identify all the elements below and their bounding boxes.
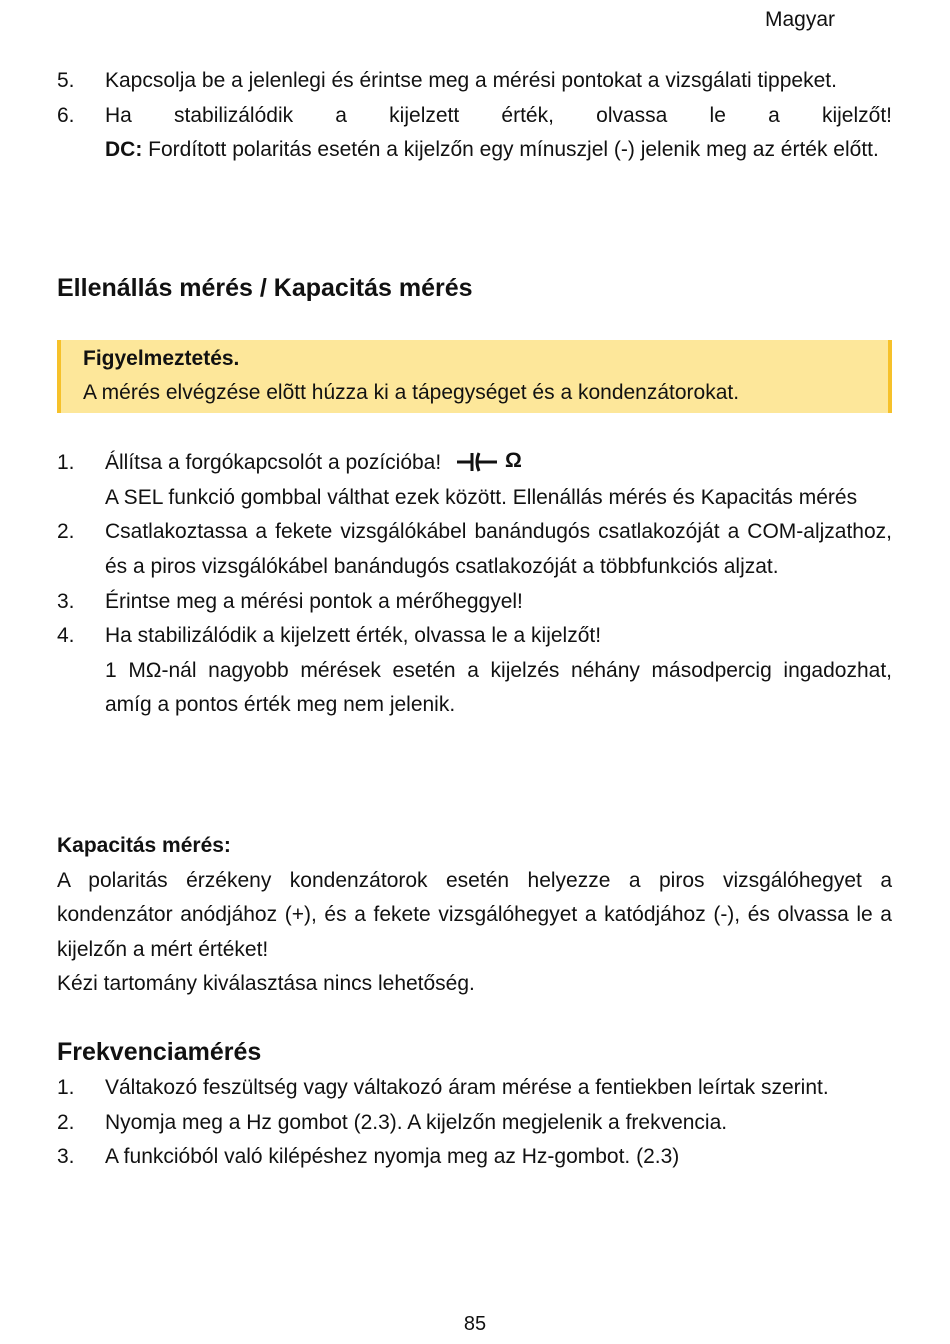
list-number: 5. bbox=[57, 69, 75, 92]
capacitance-title: Kapacitás mérés: bbox=[57, 834, 231, 857]
list-number: 1. bbox=[57, 1076, 75, 1099]
list-text: Érintse meg a mérési pontok a mérőheggyel! bbox=[105, 589, 523, 613]
list-number: 3. bbox=[57, 589, 75, 613]
warning-text: A mérés elvégzése elõtt húzza ki a tápegységet és a kondenzátorokat. bbox=[83, 381, 740, 404]
list-number: 6. bbox=[57, 103, 75, 127]
capacitor-ohm-symbol bbox=[457, 444, 522, 479]
list-text: Nyomja meg a Hz gombot (2.3). A kijelzőn megjelenik a frekvencia. bbox=[105, 1110, 728, 1134]
warning-title: Figyelmeztetés. bbox=[83, 347, 240, 370]
list-text: Ha stabilizálódik a kijelzett érték, olvassa le a kijelzőt! bbox=[105, 624, 602, 648]
warning-box bbox=[57, 340, 892, 413]
capacitor-icon bbox=[457, 451, 505, 473]
list-text: Váltakozó feszültség vagy váltakozó áram mérése a fentiekben leírtak szerint. bbox=[105, 1076, 829, 1099]
list-item bbox=[57, 1106, 892, 1141]
list-text: Csatlakoztassa a fekete vizsgálókábel banándugós csatlakozóját a COM-aljzathoz, és a piros vizsgálókábel banándugós csatlakozóját a többfunkciós aljzat. bbox=[105, 520, 892, 578]
list-item bbox=[57, 99, 892, 168]
list-text-block bbox=[105, 99, 892, 168]
list-number: 1. bbox=[57, 451, 75, 474]
list-number: 3. bbox=[57, 1145, 75, 1169]
list-item bbox=[57, 64, 892, 99]
list-text-extra: A SEL funkció gombbal válthat ezek között. Ellenállás mérés és Kapacitás mérés bbox=[105, 485, 858, 509]
list-text: Ha stabilizálódik a kijelzett érték, olvassa le a kijelzőt! bbox=[105, 103, 892, 127]
list-item bbox=[57, 585, 892, 620]
list-item bbox=[57, 1140, 892, 1175]
list-text-extra: 1 MΩ-nál nagyobb mérések esetén a kijelzés néhány másodpercig ingadozhat, amíg a pontos érték meg nem jelenik. bbox=[105, 658, 892, 717]
list-item bbox=[57, 1071, 892, 1106]
list-text: A funkcióból való kilépéshez nyomja meg az Hz-gombot. (2.3) bbox=[105, 1145, 680, 1169]
list-text-block bbox=[105, 619, 892, 723]
page-number: 85 bbox=[463, 1313, 487, 1335]
list-number: 2. bbox=[57, 520, 75, 544]
page-header-language: Magyar bbox=[764, 8, 835, 31]
list-text: Állítsa a forgókapcsolót a pozícióba! bbox=[105, 451, 442, 474]
section-title-frequency: Frekvenciamérés bbox=[57, 1038, 262, 1066]
list-text-block bbox=[105, 446, 892, 515]
dc-text: Fordított polaritás esetén a kijelzőn egy mínuszjel (-) jelenik meg az érték előtt. bbox=[142, 138, 879, 162]
list-item bbox=[57, 515, 892, 584]
capacitance-note: Kézi tartomány kiválasztása nincs lehetőség. bbox=[57, 972, 475, 996]
dc-label: DC: bbox=[105, 138, 143, 162]
ohm-symbol: Ω bbox=[505, 449, 522, 473]
list-item bbox=[57, 619, 892, 723]
list-number: 4. bbox=[57, 624, 75, 648]
section-title-resistance: Ellenállás mérés / Kapacitás mérés bbox=[57, 274, 473, 302]
list-number: 2. bbox=[57, 1110, 75, 1134]
frequency-steps bbox=[57, 1071, 892, 1175]
list-text: Kapcsolja be a jelenlegi és érintse meg a mérési pontokat a vizsgálati tippeket. bbox=[105, 69, 837, 92]
resistance-steps bbox=[57, 446, 892, 723]
list-item bbox=[57, 446, 892, 515]
capacitance-paragraph: A polaritás érzékeny kondenzátorok esetén helyezze a piros vizsgálóhegyet a kondenzátor anódjához (+), és a fekete vizsgálóhegyet a katódjához (-), és olvassa le a kijelzőn a mért értéket! bbox=[57, 868, 892, 961]
capacitance-section bbox=[57, 829, 892, 1002]
top-list bbox=[57, 64, 892, 168]
